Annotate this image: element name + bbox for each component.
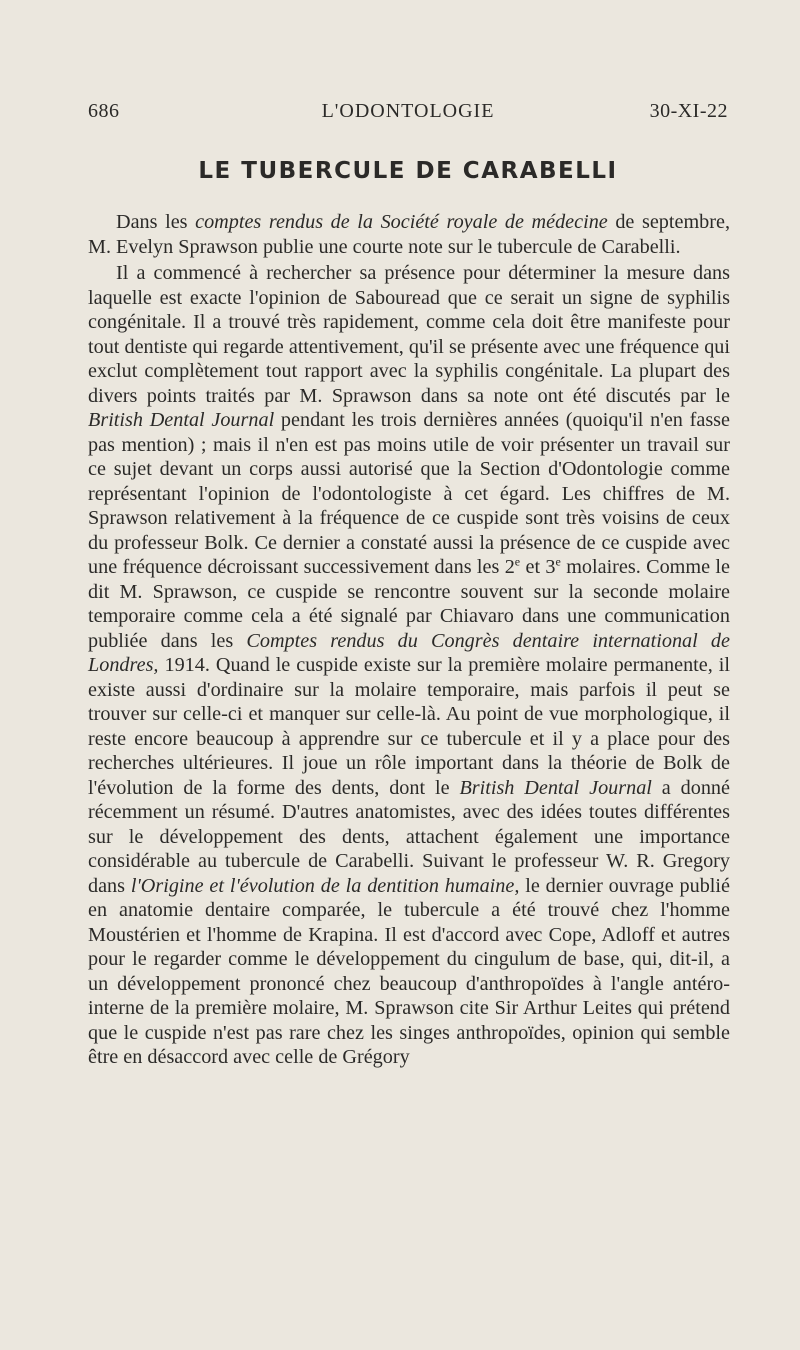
running-head <box>88 100 728 126</box>
journal-reference: British Dental Journal <box>88 409 275 431</box>
paragraph-2: Il a commencé à rechercher sa présence pour déterminer la mesure dans laquelle est exacte l'opinion de Sabouread que ce serait un signe de syphilis congénitale. Il a trouvé très rapidement, comme cela doit être manifeste pour tout dentiste qui regarde attentivement, qu'il se présente avec une fréquence qui exclut complètement tout rapport avec la syphilis congénitale. La plupart des divers points traités par M. Sprawson dans sa note ont été discutés par le British Dental Journal pendant les trois dernières années (quoiqu'il n'en fasse pas mention) ; mais il n'en est pas moins utile de voir présenter un travail sur ce sujet devant un corps aussi autorisé que la Section d'Odontologie comme représentant l'opinion de l'odontologiste à cet égard. Les chiffres de M. Sprawson relativement à la fréquence de ce cuspide sont très voisins de ceux du professeur Bolk. Ce dernier a constaté aussi la présence de ce cuspide avec une fréquence décroissant successivement dans les 2e et 3e molaires. Comme le dit M. Sprawson, ce cuspide se rencontre souvent sur la seconde molaire temporaire comme cela a été signalé par Chiavaro dans une communication publiée dans les Comptes rendus du Congrès dentaire international de Londres, 1914. Quand le cuspide existe sur la première molaire permanente, il existe aussi d'ordinaire sur la molaire temporaire, mais parfois il peut se trouver sur celle-ci et manquer sur celle-là. Au point de vue morphologique, il reste encore beaucoup à apprendre sur ce tubercule et il y a place pour des recherches ultérieures. Il joue un rôle important dans la théorie de Bolk de l'évolution de la forme des dents, dont le British Dental Journal a donné récemment un résumé. D'autres anatomistes, avec des idées toutes différentes sur le développement des dents, attachent également une importance considérable au tubercule de Carabelli. Suivant le professeur W. R. Gregory dans l'Origine et l'évolution de la dentition humaine, le dernier ouvrage publié en anatomie dentaire comparée, le tubercule a été trouvé chez l'homme Moustérien et l'homme de Krapina. Il est d'accord avec Cope, Adloff et autres pour le regarder comme le développement du cingulum de base, qui, dit-il, a un développement prononcé chez beaucoup d'anthropoïdes à l'angle antéro-interne de la première molaire, M. Sprawson cite Sir Arthur Leites qui prétend que le cuspide n'est pas rare chez les singes anthropoïdes, opinion qui semble être en désaccord avec celle de Grégory <box>88 262 730 1068</box>
congress-reference: Comptes rendus du Congrès dentaire international de Londres, <box>88 629 730 676</box>
article-body <box>88 210 730 1070</box>
journal-reference: British Dental Journal <box>459 776 652 799</box>
paragraph-1: Dans les comptes rendus de la Société royale de médecine de septembre, M. Evelyn Sprawson publie une courte note sur le tubercule de Carabelli. <box>88 211 730 258</box>
page-number: 686 <box>88 100 120 122</box>
journal-title: L'ODONTOLOGIE <box>321 100 495 122</box>
book-reference: l'Origine et l'évolution de la dentition humaine, <box>130 874 520 897</box>
issue-date: 30-XI-22 <box>649 100 728 122</box>
article-title: LE TUBERCULE DE CARABELLI <box>198 158 618 184</box>
